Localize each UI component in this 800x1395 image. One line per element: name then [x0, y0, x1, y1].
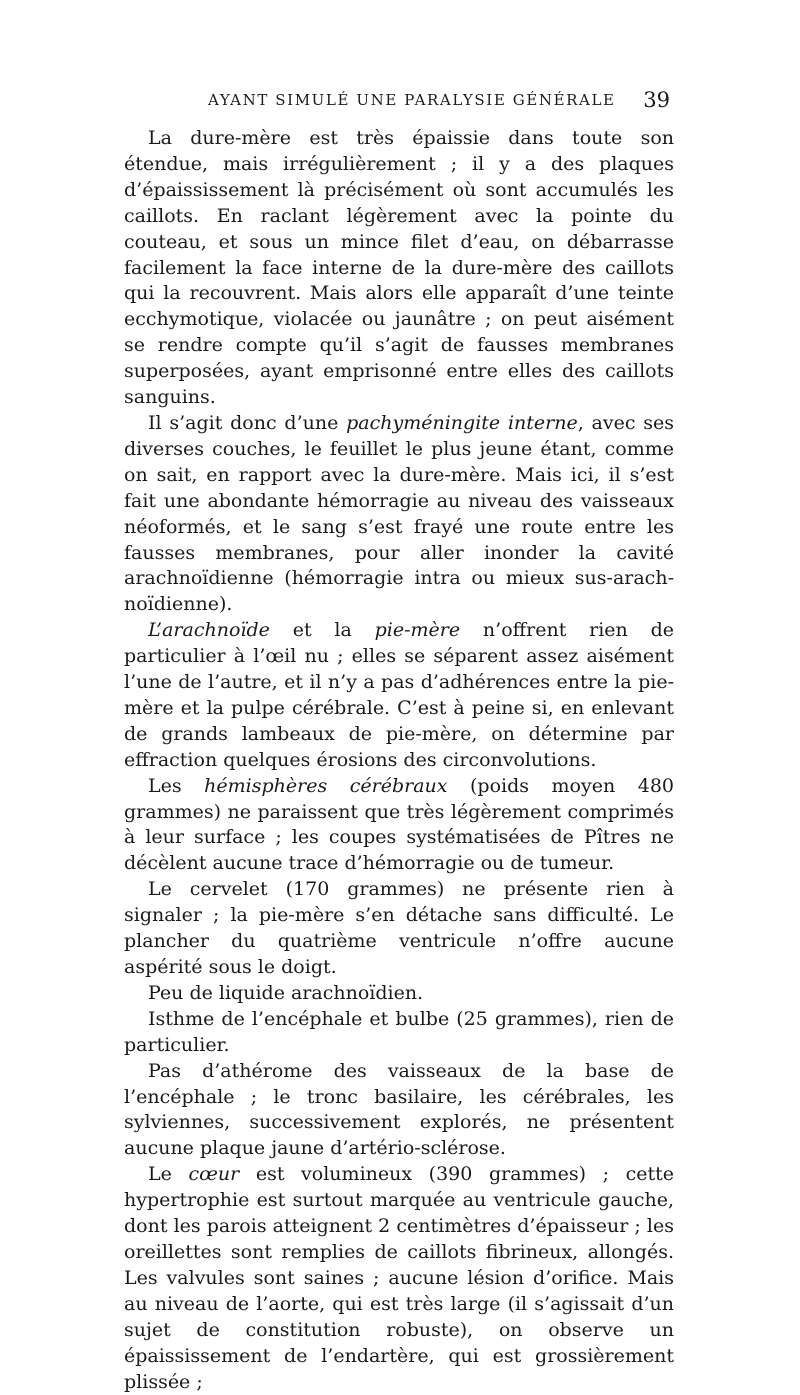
paragraph-text: Peu de liquide arachnoïdien.	[148, 981, 424, 1004]
paragraph-hemispheres	[124, 774, 674, 878]
italic-term: hémisphères cérébraux	[204, 774, 448, 797]
paragraph-text: Isthme de l’encéphale et bulbe (25 grammes), rien de particulier.	[124, 1007, 674, 1056]
italic-term: L’arachnoïde	[148, 619, 270, 642]
running-header	[124, 88, 674, 116]
paragraph-text: Il s’agit donc d’une	[148, 411, 347, 434]
paragraph-text: La dure-mère est très épaissie dans toute son étendue, mais irrégulièrement ; il y a des plaques d’épaississement là précisément où sont accumulés les caillots. En raclant légèrement avec la pointe du couteau, et sous un mince filet d’eau, on débarrasse facilement la face interne de la dure-mère des caillots qui la recouvrent. Mais alors elle apparaît d’une teinte ecchymotique, violacée ou jaunâtre ; on peut aisément se rendre compte qu’il s’agit de fausses membranes superposées, ayant emprisonné entre elles des caillots sanguins.	[124, 127, 674, 409]
paragraph-text: et la	[269, 619, 375, 642]
running-title: AYANT SIMULÉ UNE PARALYSIE GÉNÉRALE	[208, 91, 616, 109]
paragraph-text: , avec ses diverses couches, le feuillet le plus jeune étant, comme on sait, en rapport avec la dure-mère. Mais ici, il s’est fait une abondante hémorragie au niveau des vaisseaux néoformés, et le sang s’est frayé une route entre les fausses membranes, pour aller inonder la cavité arachnoïdienne (hémorragie intra ou mieux sus-arachnoïdienne).	[124, 411, 675, 616]
paragraph-dure-mere	[124, 126, 674, 411]
paragraph-text: Pas d’athérome des vaisseaux de la base de l’encéphale ; le tronc basilaire, les cérébrales, les sylviennes, successivement explorés, ne présentent aucune plaque jaune d’artério-sclérose.	[124, 1059, 674, 1160]
italic-term: pie-mère	[374, 619, 461, 642]
paragraph-text: (poids moyen 480 grammes) ne paraissent que très légèrement comprimés à leur surface ; les coupes systématisées de Pîtres ne décèlent aucune trace d’hémorragie ou de tumeur.	[124, 774, 674, 875]
paragraph-text: Les	[148, 774, 205, 797]
italic-term: cœur	[188, 1163, 240, 1186]
page-number: 39	[643, 88, 670, 112]
paragraph-arachnoide	[124, 618, 674, 773]
italic-term: pachyméningite interne	[346, 411, 578, 434]
paragraph-pachymeningite	[124, 411, 674, 618]
paragraph-isthme	[124, 1007, 674, 1059]
paragraph-atherome	[124, 1059, 674, 1163]
paragraph-text: Le cervelet (170 grammes) ne présente rien à signaler ; la pie-mère s’en détache sans difficulté. Le plancher du quatrième ventricule n’offre aucune aspérité sous le doigt.	[124, 878, 674, 978]
paragraph-text: Le	[148, 1163, 189, 1186]
body-text	[124, 126, 674, 1395]
paragraph-cervelet	[124, 877, 674, 981]
paragraph-coeur	[124, 1162, 674, 1395]
paragraph-liquide	[124, 981, 674, 1007]
paragraph-text: n’offrent rien de particulier à l’œil nu ; elles se séparent assez aisément l’une de l’autre, et il n’y a pas d’adhérences entre la pie-mère et la pulpe cérébrale. C’est à peine si, en enlevant de grands lambeaux de pie-mère, on détermine par effraction quelques érosions des circonvolutions.	[124, 619, 675, 771]
paragraph-text: est volumineux (390 grammes) ; cette hypertrophie est surtout marquée au ventricule gauche, dont les parois atteignent 2 centimètres d’épaisseur ; les oreillettes sont remplies de caillots fibrineux, allongés. Les valvules sont saines ; aucune lésion d’orifice. Mais au niveau de l’aorte, qui est très large (il s’agissait d’un sujet de constitution robuste), on observe un épaississement de l’endartère, qui est grossièrement plissée ;	[124, 1163, 674, 1393]
